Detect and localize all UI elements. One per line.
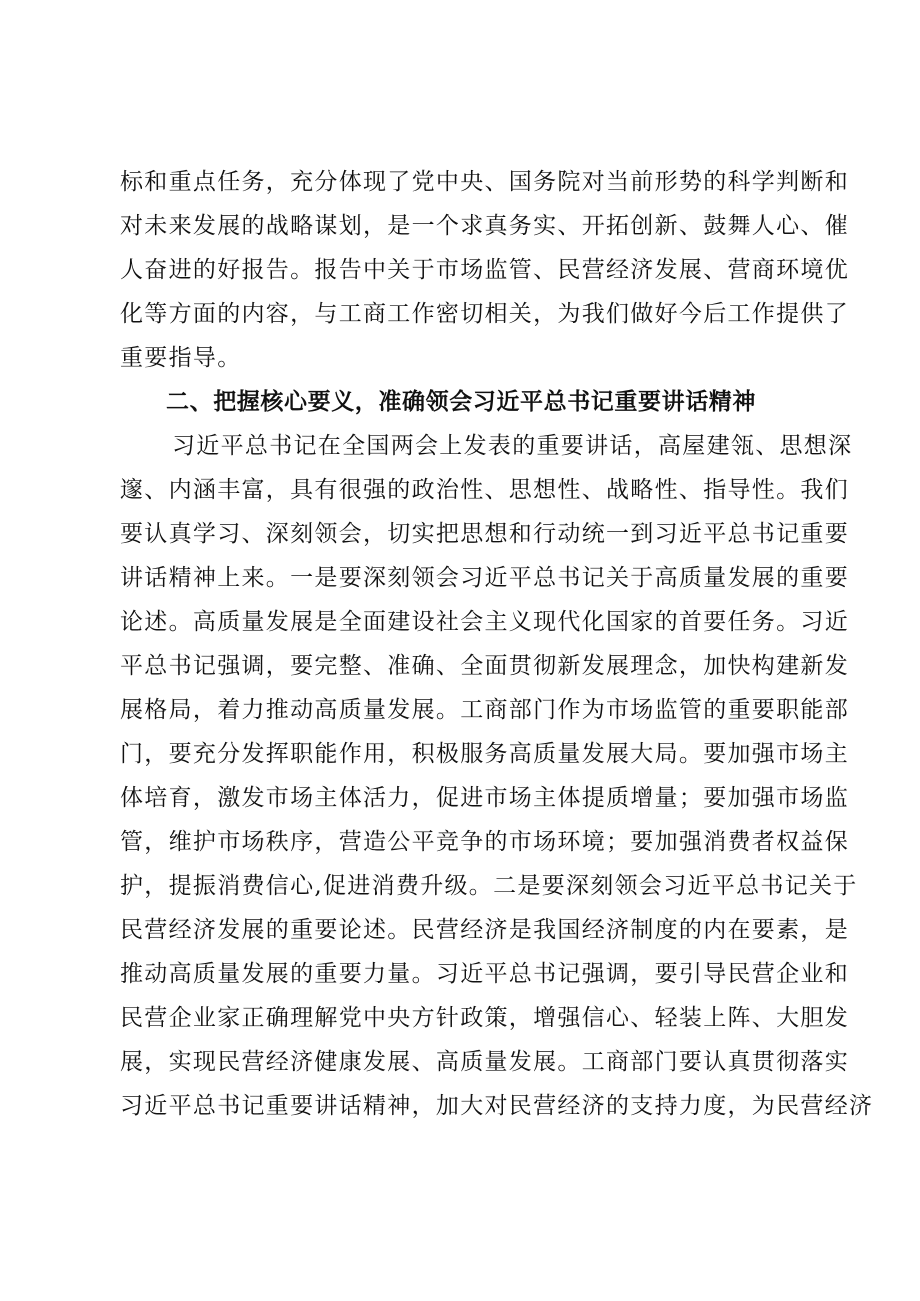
paragraph-line: 人奋进的好报告。报告中关于市场监管、民营经济发展、营商环境优: [120, 257, 849, 283]
paragraph-2: [120, 424, 874, 1128]
paragraph-line: 邃、内涵丰富，具有很强的政治性、思想性、战略性、指导性。我们: [120, 477, 849, 503]
paragraph-line: 护，提振消费信心,促进消费升级。二是要深刻领会习近平总书记关于: [120, 873, 858, 899]
paragraph-line: 讲话精神上来。一是要深刻领会习近平总书记关于高质量发展的重要: [120, 565, 849, 591]
paragraph-1: [120, 160, 849, 380]
body-text: [120, 160, 874, 1128]
section-heading: 二、把握核心要义，准确领会习近平总书记重要讲话精神: [166, 389, 756, 415]
paragraph-line: 论述。高质量发展是全面建设社会主义现代化国家的首要任务。习近: [120, 609, 849, 635]
paragraph-line: 重要指导。: [120, 345, 242, 371]
paragraph-line: 推动高质量发展的重要力量。习近平总书记强调，要引导民营企业和: [120, 961, 849, 987]
paragraph-line: 平总书记强调，要完整、准确、全面贯彻新发展理念，加快构建新发: [120, 653, 849, 679]
paragraph-line: 门，要充分发挥职能作用，积极服务高质量发展大局。要加强市场主: [120, 741, 849, 767]
paragraph-line: 体培育，激发市场主体活力，促进市场主体提质增量；要加强市场监: [120, 785, 849, 811]
paragraph-line: 展格局，着力推动高质量发展。工商部门作为市场监管的重要职能部: [120, 697, 849, 723]
paragraph-line: 标和重点任务，充分体现了党中央、国务院对当前形势的科学判断和: [120, 169, 849, 195]
paragraph-line: 管，维护市场秩序，营造公平竞争的市场环境；要加强消费者权益保: [120, 829, 849, 855]
paragraph-line: 民营企业家正确理解党中央方针政策，增强信心、轻装上阵、大胆发: [120, 1005, 849, 1031]
paragraph-line: 民营经济发展的重要论述。民营经济是我国经济制度的内在要素，是: [120, 917, 849, 943]
paragraph-line: 习近平总书记在全国两会上发表的重要讲话，高屋建瓴、思想深: [172, 433, 853, 459]
paragraph-line: 化等方面的内容，与工商工作密切相关，为我们做好今后工作提供了: [120, 301, 849, 327]
paragraph-line: 要认真学习、深刻领会，切实把思想和行动统一到习近平总书记重要: [120, 521, 849, 547]
paragraph-line: 展，实现民营经济健康发展、高质量发展。工商部门要认真贯彻落实: [120, 1049, 849, 1075]
paragraph-line: 习近平总书记重要讲话精神，加大对民营经济的支持力度，为民营经济: [120, 1093, 874, 1119]
paragraph-line: 对未来发展的战略谋划，是一个求真务实、开拓创新、鼓舞人心、催: [120, 213, 849, 239]
